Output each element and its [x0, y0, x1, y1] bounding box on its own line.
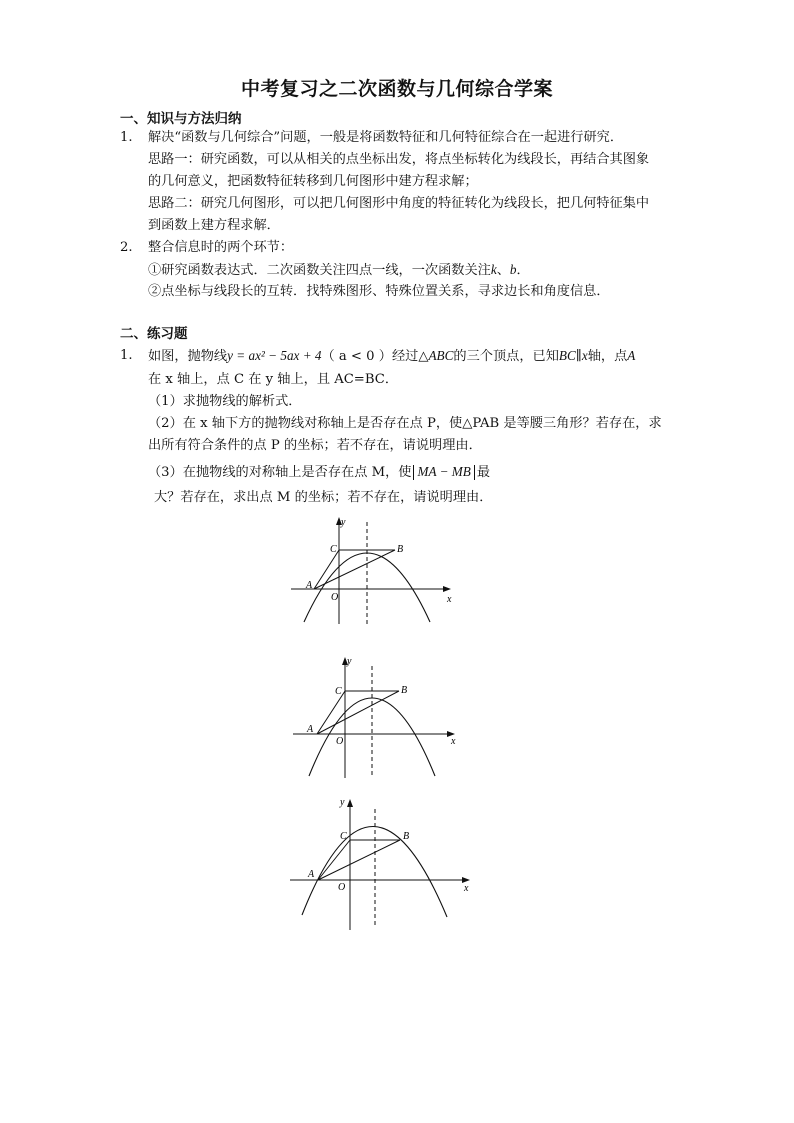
segment-ab: [318, 840, 400, 880]
q-condition: （ a < 0 ）: [321, 349, 392, 364]
section-heading-2: 二、练习题: [120, 326, 188, 342]
x-label: x: [447, 594, 452, 605]
step2-line: ②点坐标与线段长的互转．找特殊图形、特殊位置关系，寻求边长和角度信息．: [148, 284, 610, 299]
step1-text: ①研究函数表达式．二次函数关注四点一线，一次函数关注: [148, 263, 491, 278]
q-a: A: [627, 348, 636, 363]
parabola-figure-2: [287, 654, 467, 779]
idea2-line-a: 思路二：研究几何图形，可以把几何图形中角度的特征转化为线段长，把几何特征集中: [148, 196, 650, 211]
point-a-label: A: [307, 724, 314, 735]
section-heading-1: 一、知识与方法归纳: [120, 111, 242, 127]
origin-label: O: [331, 592, 339, 603]
point-a-label: A: [308, 869, 315, 880]
x-label: x: [464, 883, 469, 894]
part-2-line-a: （2）在 x 轴下方的抛物线对称轴上是否存在点 P，使△PAB 是等腰三角形？若存在，求: [148, 416, 662, 431]
q-text-a: 如图，抛物线: [148, 349, 228, 364]
x-label: x: [451, 736, 456, 747]
y-label: y: [341, 517, 346, 528]
question-line-2: 在 x 轴上，点 C 在 y 轴上，且 AC=BC．: [148, 372, 399, 387]
part-3-text-b: 最: [476, 465, 490, 480]
part-3-abs-expr: MA − MB: [417, 464, 471, 479]
question-number: 1.: [120, 348, 133, 363]
item-1-text: 解决“函数与几何综合”问题，一般是将函数特征和几何特征综合在一起进行研究．: [148, 130, 624, 145]
point-c-label: C: [335, 686, 342, 697]
x-axis-arrow: [443, 586, 451, 592]
point-b-label: B: [403, 831, 410, 842]
part-2-line-b: 出所有符合条件的点 P 的坐标；若不存在，请说明理由．: [148, 438, 482, 453]
q-parallel: ∥: [575, 349, 582, 364]
part-1: （1）求抛物线的解析式．: [148, 394, 302, 409]
y-label: y: [347, 656, 352, 667]
part-3-abs: [413, 465, 474, 480]
y-label: y: [340, 797, 345, 808]
segment-ac: [317, 691, 345, 734]
idea1-line-a: 思路一：研究函数，可以从相关的点坐标出发，将点坐标转化为线段长，再结合其图象: [148, 152, 650, 167]
point-c-label: C: [330, 544, 337, 555]
step1-k: k: [490, 262, 497, 277]
parabola-figure-3: [290, 795, 475, 930]
part-3-text-a: （3）在抛物线的对称轴上是否存在点 M，使: [148, 465, 412, 480]
segment-ac: [318, 840, 350, 880]
q-x: x: [581, 348, 588, 363]
parabola-figure-1: [285, 514, 465, 624]
step1-end: ．: [516, 263, 530, 278]
q-formula: y = ax² − 5ax + 4: [227, 348, 322, 363]
segment-ab: [317, 691, 399, 734]
point-a-label: A: [306, 580, 313, 591]
origin-label: O: [338, 882, 346, 893]
page-title: 中考复习之二次函数与几何综合学案: [240, 78, 553, 100]
idea2-line-b: 到函数上建方程求解．: [148, 218, 280, 233]
q-text-c: 的三个顶点，已知: [453, 349, 559, 364]
item-number-2: 2.: [120, 240, 133, 255]
point-b-label: B: [401, 685, 408, 696]
step1-sep: 、: [496, 263, 510, 278]
item-2-text: 整合信息时的两个环节：: [148, 240, 294, 255]
q-bc: BC: [558, 348, 576, 363]
item-number-1: 1.: [120, 130, 133, 145]
q-abc: ABC: [428, 348, 454, 363]
q-text-b: 经过△: [391, 349, 429, 364]
idea1-line-b: 的几何意义，把函数特征转移到几何图形中建方程求解；: [148, 174, 478, 189]
part-3-line-b: 大？若存在，求出点 M 的坐标；若不存在，请说明理由．: [154, 490, 493, 505]
part-3-line-a: [148, 460, 490, 485]
origin-label: O: [336, 736, 344, 747]
question-line-1: [148, 344, 635, 369]
point-b-label: B: [397, 544, 404, 555]
point-c-label: C: [340, 831, 347, 842]
q-text-e: 轴，点: [587, 349, 628, 364]
y-axis-arrow: [347, 799, 353, 807]
step1-b: b: [509, 262, 517, 277]
